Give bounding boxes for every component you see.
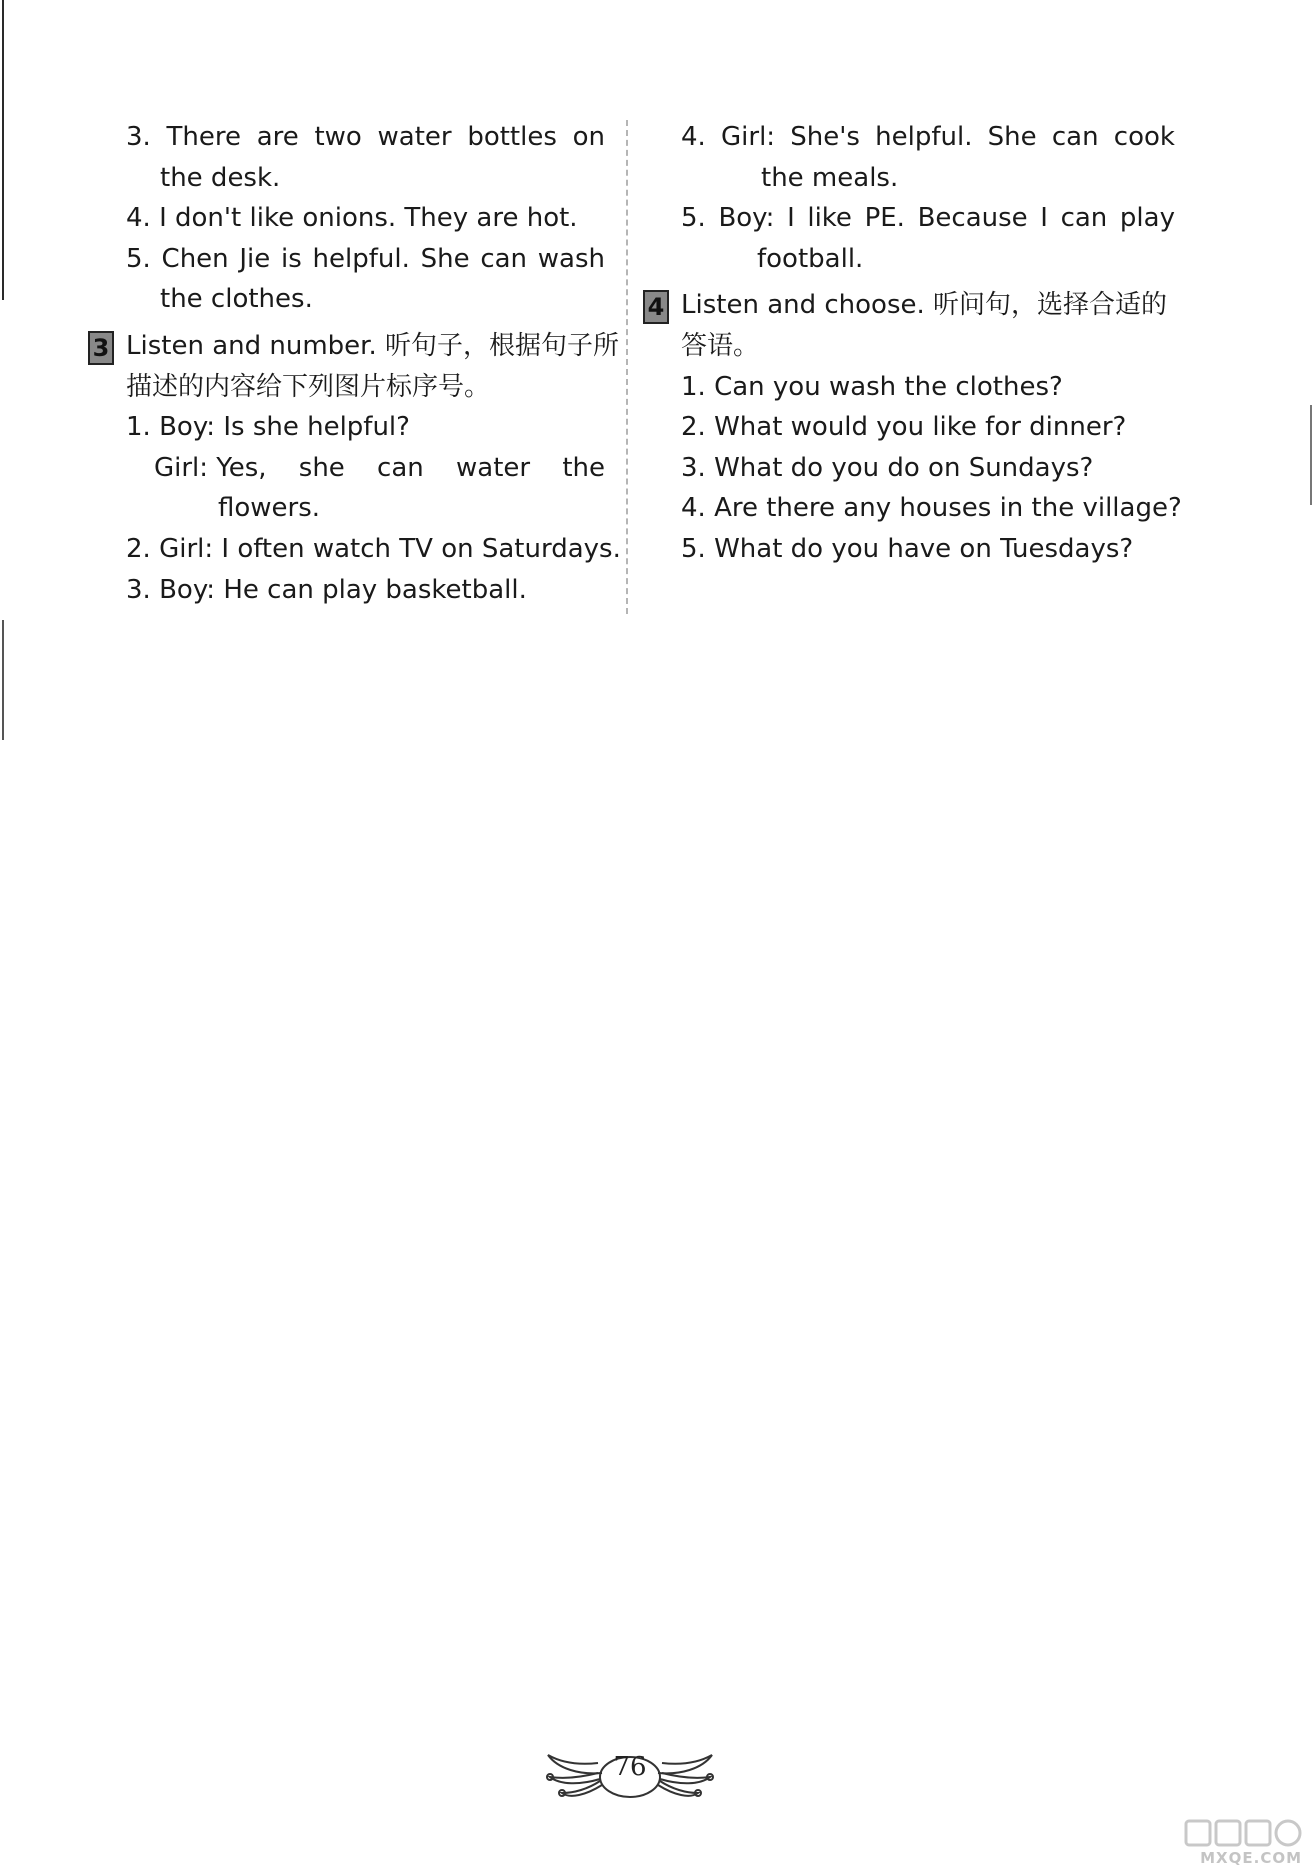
section-3-item-3: 3. Boy: He can play basketball. [126,574,527,605]
site-watermark [1152,1815,1302,1867]
section-3-item-2: 2. Girl: I often watch TV on Saturdays. [126,533,621,564]
section-4-item-5: 5. What do you have on Tuesdays? [681,533,1134,564]
section-4-item-4: 4. Are there any houses in the village? [681,493,1182,524]
section-3-item-1-line-1: 1. Boy: Is she helpful? [126,412,410,443]
section-3-heading-text: Listen and number. 听句子，根据句子所 [126,330,619,361]
page-edge-line [2,0,4,300]
right-item-4-line-2: the meals. [761,162,899,193]
column-divider [626,120,628,614]
section-4-item-3: 3. What do you do on Sundays? [681,452,1094,483]
page-number: 76 [613,1752,647,1782]
left-item-5-line-2: the clothes. [160,284,313,315]
section-3-item-1-line-2: Girl: Yes, she can water the [154,452,605,483]
section-3-badge: 3 [88,331,114,365]
section-4-item-1: 1. Can you wash the clothes? [681,371,1063,402]
page-edge-line-lower [2,620,4,740]
section-4-item-2: 2. What would you like for dinner? [681,412,1127,443]
section-4-badge: 4 [643,290,669,324]
left-item-4: 4. I don't like onions. They are hot. [126,203,578,234]
watermark-text: MXQE.COM [1200,1849,1302,1867]
section-3-item-1-line-3: flowers. [218,493,321,524]
right-item-5-line-1: 5. Boy: I like PE. Because I can play [681,203,1175,234]
left-item-3-line-1: 3. There are two water bottles on [126,122,605,152]
watermark-logo-icon [1182,1815,1302,1849]
left-column [92,117,621,610]
right-column [647,117,1182,570]
section-4-heading-text: Listen and choose. 听问句，选择合适的 [681,290,1168,321]
left-item-3-line-2: the desk. [160,162,281,193]
right-item-4-line-1: 4. Girl: She's helpful. She can cook [681,122,1175,152]
page-number-ornament [540,1735,720,1805]
section-3-heading [92,326,619,367]
section-3-heading-line-2: 描述的内容给下列图片标序号。 [126,371,491,402]
section-4-heading-line-2: 答语。 [681,330,760,361]
right-item-5-line-2: football. [757,243,864,274]
left-item-5-line-1: 5. Chen Jie is helpful. She can wash [126,243,605,274]
section-4-heading [647,285,1175,326]
